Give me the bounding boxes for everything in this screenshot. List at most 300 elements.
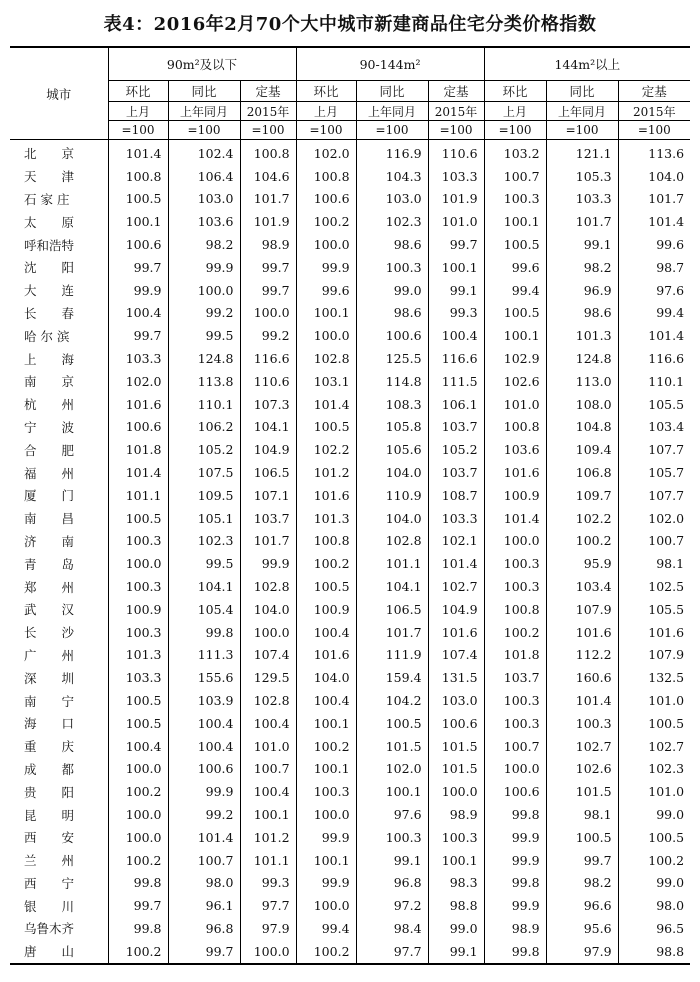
index-value: 105.2 bbox=[168, 438, 240, 461]
index-value: 108.0 bbox=[546, 393, 618, 416]
city-name: 南 宁 bbox=[24, 693, 75, 709]
index-value: 102.8 bbox=[240, 689, 296, 712]
city-name: 杭 州 bbox=[24, 397, 75, 413]
index-value: 105.2 bbox=[428, 438, 484, 461]
index-value: 100.9 bbox=[484, 484, 546, 507]
index-value: 100.0 bbox=[108, 758, 168, 781]
price-index-table bbox=[10, 46, 690, 965]
index-value: 101.4 bbox=[484, 507, 546, 530]
header-base-value: =100 bbox=[108, 121, 168, 140]
index-value: 98.4 bbox=[356, 917, 428, 940]
index-value: 100.0 bbox=[240, 621, 296, 644]
index-value: 104.1 bbox=[240, 416, 296, 439]
index-value: 100.8 bbox=[296, 165, 356, 188]
table-row bbox=[10, 302, 690, 325]
index-value: 100.9 bbox=[296, 598, 356, 621]
index-value: 100.5 bbox=[108, 188, 168, 211]
index-value: 104.9 bbox=[240, 438, 296, 461]
index-value: 100.4 bbox=[428, 324, 484, 347]
index-value: 105.7 bbox=[618, 461, 690, 484]
header-base-value: =100 bbox=[618, 121, 690, 140]
index-value: 100.3 bbox=[484, 188, 546, 211]
index-value: 110.6 bbox=[240, 370, 296, 393]
city-name: 昆 明 bbox=[24, 807, 75, 823]
header-base-period: 上年同月 bbox=[356, 102, 428, 121]
city-name: 呼和浩特 bbox=[24, 237, 75, 253]
city-name: 沈 阳 bbox=[24, 260, 75, 276]
index-value: 101.6 bbox=[108, 393, 168, 416]
index-value: 100.6 bbox=[356, 324, 428, 347]
index-value: 102.3 bbox=[356, 210, 428, 233]
index-value: 101.5 bbox=[428, 758, 484, 781]
index-value: 103.9 bbox=[168, 689, 240, 712]
index-value: 100.4 bbox=[168, 712, 240, 735]
index-value: 99.4 bbox=[484, 279, 546, 302]
index-value: 98.9 bbox=[240, 233, 296, 256]
index-value: 100.2 bbox=[296, 552, 356, 575]
index-value: 103.3 bbox=[108, 666, 168, 689]
index-value: 96.1 bbox=[168, 894, 240, 917]
index-value: 100.3 bbox=[428, 826, 484, 849]
table-row bbox=[10, 188, 690, 211]
header-group-large: 144m²以上 bbox=[484, 47, 690, 81]
index-value: 109.5 bbox=[168, 484, 240, 507]
index-value: 100.1 bbox=[356, 780, 428, 803]
index-value: 99.8 bbox=[108, 872, 168, 895]
index-value: 100.1 bbox=[240, 803, 296, 826]
city-name: 北 京 bbox=[24, 146, 75, 162]
table-row bbox=[10, 894, 690, 917]
table-row bbox=[10, 484, 690, 507]
index-value: 102.1 bbox=[428, 530, 484, 553]
index-value: 99.9 bbox=[296, 256, 356, 279]
index-value: 113.8 bbox=[168, 370, 240, 393]
index-value: 98.2 bbox=[546, 872, 618, 895]
index-value: 100.8 bbox=[296, 530, 356, 553]
index-value: 106.8 bbox=[546, 461, 618, 484]
index-value: 99.6 bbox=[296, 279, 356, 302]
index-value: 101.0 bbox=[618, 689, 690, 712]
index-value: 98.1 bbox=[618, 552, 690, 575]
index-value: 97.2 bbox=[356, 894, 428, 917]
index-value: 104.0 bbox=[296, 666, 356, 689]
index-value: 101.5 bbox=[546, 780, 618, 803]
index-value: 100.5 bbox=[546, 826, 618, 849]
index-value: 100.8 bbox=[240, 140, 296, 165]
index-value: 100.2 bbox=[108, 849, 168, 872]
index-value: 101.1 bbox=[108, 484, 168, 507]
city-name: 唐 山 bbox=[24, 944, 75, 960]
index-value: 99.6 bbox=[484, 256, 546, 279]
city-name: 宁 波 bbox=[24, 419, 75, 435]
index-value: 102.2 bbox=[546, 507, 618, 530]
city-name: 西 安 bbox=[24, 830, 75, 846]
index-value: 99.8 bbox=[168, 621, 240, 644]
index-value: 105.5 bbox=[618, 393, 690, 416]
index-value: 96.8 bbox=[168, 917, 240, 940]
index-value: 124.8 bbox=[168, 347, 240, 370]
table-title: 表4：2016年2月70个大中城市新建商品住宅分类价格指数 bbox=[103, 14, 597, 35]
city-name: 西 宁 bbox=[24, 875, 75, 891]
index-value: 112.2 bbox=[546, 644, 618, 667]
index-value: 104.0 bbox=[356, 507, 428, 530]
index-value: 96.8 bbox=[356, 872, 428, 895]
index-value: 99.1 bbox=[546, 233, 618, 256]
index-value: 160.6 bbox=[546, 666, 618, 689]
index-value: 99.9 bbox=[484, 826, 546, 849]
index-value: 99.9 bbox=[168, 256, 240, 279]
index-value: 100.0 bbox=[296, 324, 356, 347]
header-base-value: =100 bbox=[296, 121, 356, 140]
table-row bbox=[10, 666, 690, 689]
table-row bbox=[10, 347, 690, 370]
index-value: 102.2 bbox=[296, 438, 356, 461]
city-name: 石 家 庄 bbox=[24, 191, 70, 207]
index-value: 155.6 bbox=[168, 666, 240, 689]
index-value: 101.6 bbox=[296, 484, 356, 507]
table-row bbox=[10, 849, 690, 872]
index-value: 101.7 bbox=[356, 621, 428, 644]
table-row bbox=[10, 940, 690, 964]
index-value: 124.8 bbox=[546, 347, 618, 370]
index-value: 103.7 bbox=[484, 666, 546, 689]
index-value: 113.0 bbox=[546, 370, 618, 393]
index-value: 104.2 bbox=[356, 689, 428, 712]
index-value: 102.3 bbox=[168, 530, 240, 553]
index-value: 100.3 bbox=[356, 826, 428, 849]
index-value: 96.9 bbox=[546, 279, 618, 302]
index-value: 98.7 bbox=[618, 256, 690, 279]
city-name: 乌鲁木齐 bbox=[24, 921, 75, 937]
index-value: 99.2 bbox=[168, 803, 240, 826]
index-value: 97.7 bbox=[240, 894, 296, 917]
header-sub: 定基 bbox=[618, 81, 690, 102]
index-value: 101.0 bbox=[484, 393, 546, 416]
index-value: 100.8 bbox=[484, 598, 546, 621]
index-value: 100.8 bbox=[484, 416, 546, 439]
header-sub: 定基 bbox=[240, 81, 296, 102]
index-value: 111.9 bbox=[356, 644, 428, 667]
index-value: 101.2 bbox=[240, 826, 296, 849]
index-value: 97.9 bbox=[240, 917, 296, 940]
index-value: 103.0 bbox=[168, 188, 240, 211]
index-value: 132.5 bbox=[618, 666, 690, 689]
index-value: 100.5 bbox=[618, 712, 690, 735]
city-name: 大 连 bbox=[24, 283, 75, 299]
index-value: 101.4 bbox=[108, 140, 168, 165]
index-value: 100.1 bbox=[484, 210, 546, 233]
city-name: 海 口 bbox=[24, 716, 75, 732]
index-value: 101.5 bbox=[356, 735, 428, 758]
index-value: 100.3 bbox=[484, 575, 546, 598]
index-value: 100.4 bbox=[168, 735, 240, 758]
index-value: 101.6 bbox=[546, 621, 618, 644]
index-value: 100.3 bbox=[484, 552, 546, 575]
table-row bbox=[10, 689, 690, 712]
index-value: 102.6 bbox=[484, 370, 546, 393]
index-value: 103.3 bbox=[546, 188, 618, 211]
index-value: 103.7 bbox=[428, 461, 484, 484]
index-value: 105.1 bbox=[168, 507, 240, 530]
index-value: 107.5 bbox=[168, 461, 240, 484]
header-sub: 环比 bbox=[484, 81, 546, 102]
index-value: 102.7 bbox=[546, 735, 618, 758]
index-value: 101.4 bbox=[618, 210, 690, 233]
index-value: 101.6 bbox=[296, 644, 356, 667]
index-value: 103.4 bbox=[618, 416, 690, 439]
index-value: 121.1 bbox=[546, 140, 618, 165]
index-value: 104.1 bbox=[168, 575, 240, 598]
table-row bbox=[10, 712, 690, 735]
index-value: 100.7 bbox=[240, 758, 296, 781]
index-value: 103.6 bbox=[484, 438, 546, 461]
index-value: 111.5 bbox=[428, 370, 484, 393]
index-value: 99.4 bbox=[296, 917, 356, 940]
header-sub: 环比 bbox=[108, 81, 168, 102]
index-value: 99.5 bbox=[168, 324, 240, 347]
header-base-value: =100 bbox=[428, 121, 484, 140]
index-value: 98.9 bbox=[428, 803, 484, 826]
header-base-period: 上月 bbox=[296, 102, 356, 121]
index-value: 98.8 bbox=[618, 940, 690, 964]
index-value: 99.9 bbox=[484, 894, 546, 917]
index-value: 102.4 bbox=[168, 140, 240, 165]
index-value: 96.6 bbox=[546, 894, 618, 917]
index-value: 100.2 bbox=[546, 530, 618, 553]
index-value: 104.9 bbox=[428, 598, 484, 621]
index-value: 100.3 bbox=[108, 530, 168, 553]
index-value: 104.0 bbox=[618, 165, 690, 188]
city-name: 哈 尔 滨 bbox=[24, 328, 70, 344]
index-value: 104.0 bbox=[356, 461, 428, 484]
table-row bbox=[10, 735, 690, 758]
table-row bbox=[10, 461, 690, 484]
header-sub: 定基 bbox=[428, 81, 484, 102]
index-value: 107.7 bbox=[618, 484, 690, 507]
index-value: 107.7 bbox=[618, 438, 690, 461]
city-name: 济 南 bbox=[24, 533, 75, 549]
table-row bbox=[10, 758, 690, 781]
index-value: 102.0 bbox=[296, 140, 356, 165]
index-value: 102.8 bbox=[240, 575, 296, 598]
index-value: 100.6 bbox=[484, 780, 546, 803]
city-name: 重 庆 bbox=[24, 739, 75, 755]
index-value: 99.9 bbox=[484, 849, 546, 872]
index-value: 100.6 bbox=[296, 188, 356, 211]
index-value: 102.0 bbox=[356, 758, 428, 781]
index-value: 103.3 bbox=[428, 507, 484, 530]
table-row bbox=[10, 598, 690, 621]
city-name: 长 沙 bbox=[24, 625, 75, 641]
header-base-period: 上月 bbox=[108, 102, 168, 121]
index-value: 100.2 bbox=[296, 210, 356, 233]
index-value: 100.8 bbox=[108, 165, 168, 188]
index-value: 107.3 bbox=[240, 393, 296, 416]
index-value: 111.3 bbox=[168, 644, 240, 667]
index-value: 106.5 bbox=[356, 598, 428, 621]
index-value: 99.9 bbox=[296, 872, 356, 895]
index-value: 98.6 bbox=[356, 302, 428, 325]
index-value: 107.9 bbox=[618, 644, 690, 667]
index-value: 103.7 bbox=[428, 416, 484, 439]
index-value: 101.8 bbox=[484, 644, 546, 667]
table-row bbox=[10, 279, 690, 302]
index-value: 100.6 bbox=[108, 233, 168, 256]
index-value: 100.2 bbox=[296, 735, 356, 758]
index-value: 101.9 bbox=[428, 188, 484, 211]
index-value: 106.4 bbox=[168, 165, 240, 188]
index-value: 109.7 bbox=[546, 484, 618, 507]
index-value: 100.4 bbox=[240, 780, 296, 803]
table-row bbox=[10, 826, 690, 849]
index-value: 100.7 bbox=[168, 849, 240, 872]
city-name: 南 昌 bbox=[24, 511, 75, 527]
index-value: 106.1 bbox=[428, 393, 484, 416]
index-value: 105.4 bbox=[168, 598, 240, 621]
index-value: 100.5 bbox=[484, 302, 546, 325]
index-value: 105.6 bbox=[356, 438, 428, 461]
index-value: 102.0 bbox=[108, 370, 168, 393]
index-value: 102.5 bbox=[618, 575, 690, 598]
index-value: 100.0 bbox=[168, 279, 240, 302]
index-value: 99.5 bbox=[168, 552, 240, 575]
index-value: 101.7 bbox=[546, 210, 618, 233]
index-value: 107.4 bbox=[240, 644, 296, 667]
index-value: 100.2 bbox=[484, 621, 546, 644]
index-value: 99.7 bbox=[240, 256, 296, 279]
index-value: 98.1 bbox=[546, 803, 618, 826]
index-value: 101.1 bbox=[240, 849, 296, 872]
index-value: 100.1 bbox=[108, 210, 168, 233]
index-value: 99.3 bbox=[428, 302, 484, 325]
index-value: 100.3 bbox=[356, 256, 428, 279]
city-name: 兰 州 bbox=[24, 853, 75, 869]
index-value: 100.3 bbox=[108, 621, 168, 644]
index-value: 100.3 bbox=[108, 575, 168, 598]
index-value: 100.4 bbox=[108, 302, 168, 325]
index-value: 100.2 bbox=[618, 849, 690, 872]
index-value: 99.8 bbox=[484, 940, 546, 964]
city-name: 银 川 bbox=[24, 898, 75, 914]
index-value: 98.3 bbox=[428, 872, 484, 895]
index-value: 99.8 bbox=[484, 803, 546, 826]
index-value: 100.1 bbox=[296, 758, 356, 781]
index-value: 101.4 bbox=[108, 461, 168, 484]
table-row bbox=[10, 872, 690, 895]
index-value: 99.8 bbox=[108, 917, 168, 940]
index-value: 106.2 bbox=[168, 416, 240, 439]
table-row bbox=[10, 803, 690, 826]
header-base-period: 上年同月 bbox=[168, 102, 240, 121]
header-base-period: 2015年 bbox=[428, 102, 484, 121]
index-value: 99.1 bbox=[428, 279, 484, 302]
index-value: 99.3 bbox=[240, 872, 296, 895]
index-value: 101.0 bbox=[428, 210, 484, 233]
index-value: 104.1 bbox=[356, 575, 428, 598]
index-value: 101.3 bbox=[546, 324, 618, 347]
table-row bbox=[10, 416, 690, 439]
table-row bbox=[10, 233, 690, 256]
index-value: 116.9 bbox=[356, 140, 428, 165]
header-base-value: =100 bbox=[240, 121, 296, 140]
header-sub: 同比 bbox=[168, 81, 240, 102]
city-name: 青 岛 bbox=[24, 556, 75, 572]
index-value: 108.7 bbox=[428, 484, 484, 507]
table-row bbox=[10, 530, 690, 553]
index-value: 100.5 bbox=[108, 712, 168, 735]
index-value: 100.5 bbox=[108, 689, 168, 712]
index-value: 99.0 bbox=[356, 279, 428, 302]
index-value: 101.3 bbox=[108, 644, 168, 667]
index-value: 110.1 bbox=[618, 370, 690, 393]
index-value: 101.8 bbox=[108, 438, 168, 461]
table-row bbox=[10, 256, 690, 279]
index-value: 99.9 bbox=[168, 780, 240, 803]
index-value: 101.6 bbox=[428, 621, 484, 644]
index-value: 99.7 bbox=[240, 279, 296, 302]
index-value: 103.0 bbox=[428, 689, 484, 712]
index-value: 97.6 bbox=[356, 803, 428, 826]
header-group-medium: 90-144m² bbox=[296, 47, 484, 81]
index-value: 99.7 bbox=[108, 894, 168, 917]
index-value: 99.9 bbox=[108, 279, 168, 302]
index-value: 100.1 bbox=[296, 302, 356, 325]
index-value: 100.2 bbox=[296, 940, 356, 964]
index-value: 101.6 bbox=[618, 621, 690, 644]
index-value: 104.3 bbox=[356, 165, 428, 188]
index-value: 99.7 bbox=[428, 233, 484, 256]
table-row bbox=[10, 644, 690, 667]
header-base-value: =100 bbox=[546, 121, 618, 140]
index-value: 100.5 bbox=[296, 575, 356, 598]
index-value: 100.3 bbox=[484, 689, 546, 712]
city-name: 郑 州 bbox=[24, 579, 75, 595]
index-value: 102.7 bbox=[428, 575, 484, 598]
index-value: 104.6 bbox=[240, 165, 296, 188]
index-value: 100.0 bbox=[108, 803, 168, 826]
index-value: 98.8 bbox=[428, 894, 484, 917]
index-value: 99.4 bbox=[618, 302, 690, 325]
header-group-small: 90m²及以下 bbox=[108, 47, 296, 81]
index-value: 99.1 bbox=[356, 849, 428, 872]
index-value: 100.0 bbox=[296, 803, 356, 826]
index-value: 100.6 bbox=[168, 758, 240, 781]
index-value: 101.6 bbox=[484, 461, 546, 484]
index-value: 100.2 bbox=[108, 940, 168, 964]
index-value: 104.8 bbox=[546, 416, 618, 439]
index-value: 110.1 bbox=[168, 393, 240, 416]
city-name: 厦 门 bbox=[24, 488, 75, 504]
index-value: 99.2 bbox=[240, 324, 296, 347]
index-value: 102.7 bbox=[618, 735, 690, 758]
index-value: 96.5 bbox=[618, 917, 690, 940]
index-value: 100.1 bbox=[484, 324, 546, 347]
index-value: 97.9 bbox=[546, 940, 618, 964]
table-row bbox=[10, 621, 690, 644]
city-name: 长 春 bbox=[24, 305, 75, 321]
index-value: 116.6 bbox=[240, 347, 296, 370]
index-value: 100.0 bbox=[296, 233, 356, 256]
index-value: 101.3 bbox=[296, 507, 356, 530]
index-value: 101.1 bbox=[356, 552, 428, 575]
index-value: 100.0 bbox=[108, 552, 168, 575]
index-value: 100.5 bbox=[484, 233, 546, 256]
index-value: 101.5 bbox=[428, 735, 484, 758]
header-sub: 同比 bbox=[356, 81, 428, 102]
index-value: 95.9 bbox=[546, 552, 618, 575]
city-name: 合 肥 bbox=[24, 442, 75, 458]
index-value: 100.0 bbox=[484, 530, 546, 553]
